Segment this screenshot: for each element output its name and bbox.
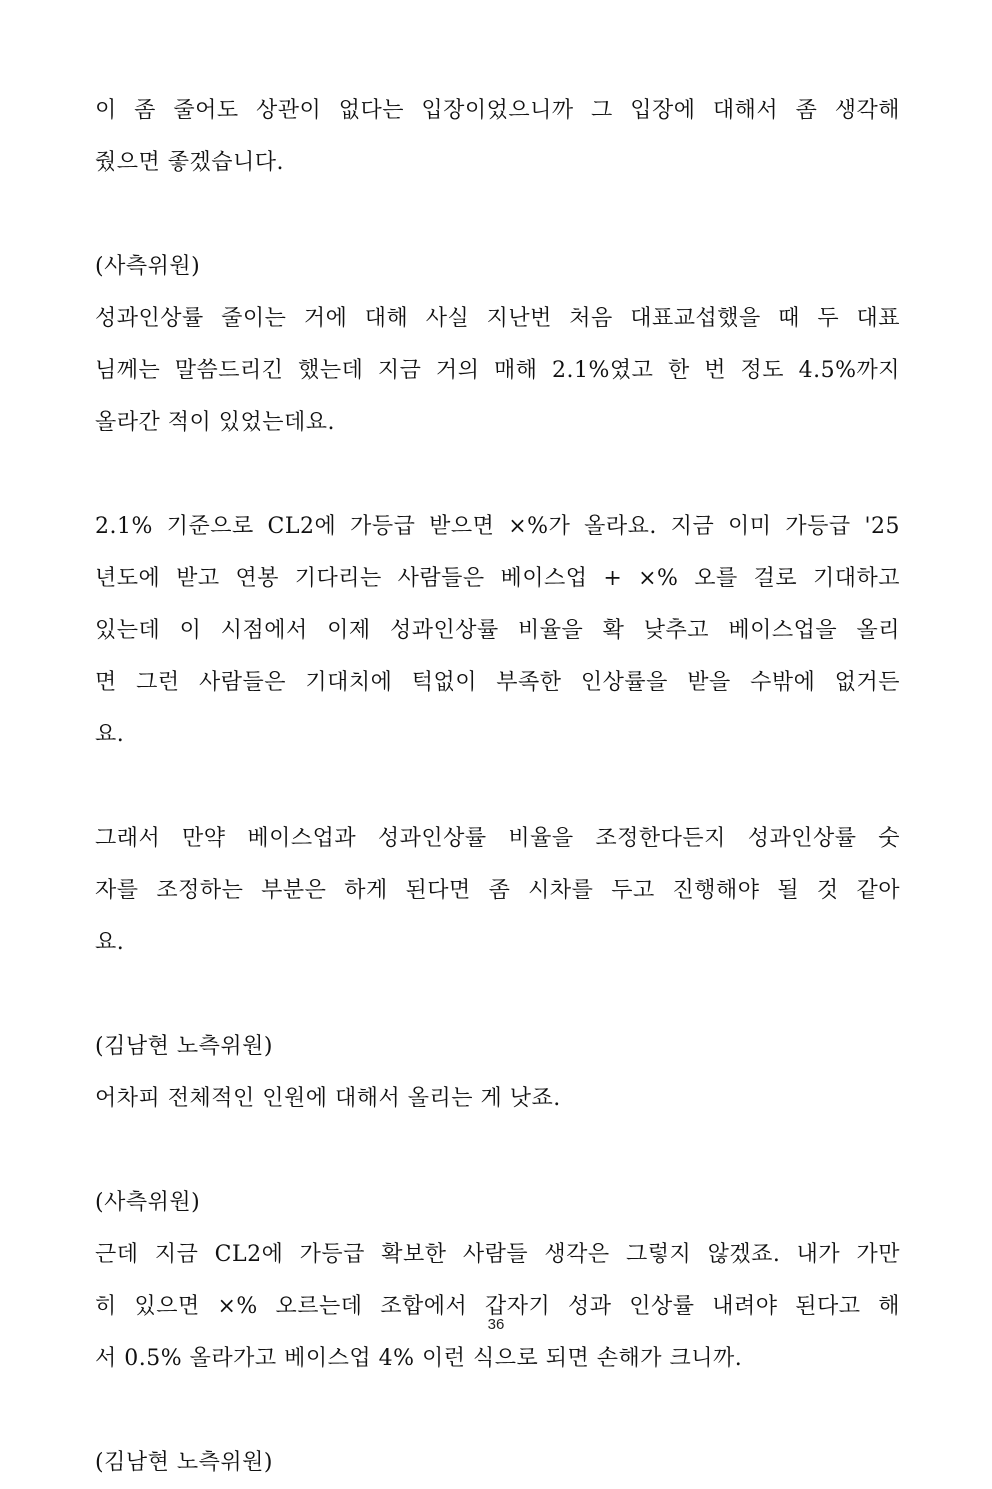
document-body xyxy=(95,85,900,1489)
page-number: 36 xyxy=(487,1316,505,1333)
speaker-label: (김남현 노측위원) xyxy=(95,1034,273,1059)
text-line: 님께는 말씀드리긴 했는데 지금 거의 매해 2.1%였고 한 번 정도 4.5%까지 xyxy=(95,358,900,383)
paragraph-gap xyxy=(95,449,900,501)
speaker-label: (사측위원) xyxy=(95,1190,201,1215)
paragraph-gap xyxy=(95,189,900,241)
text-line: 자를 조정하는 부분은 하게 된다면 좀 시차를 두고 진행해야 될 것 같아 xyxy=(95,878,900,903)
paragraph-gap xyxy=(95,969,900,1021)
text-line: 성과인상률 줄이는 거에 대해 사실 지난번 처음 대표교섭했을 때 두 대표 xyxy=(95,306,900,331)
text-line: 요. xyxy=(95,722,125,747)
speaker-label: (김남현 노측위원) xyxy=(95,1450,273,1475)
text-line: 서 0.5% 올라가고 베이스업 4% 이런 식으로 되면 손해가 크니까. xyxy=(95,1346,743,1371)
text-line: 줬으면 좋겠습니다. xyxy=(95,150,285,175)
paragraph-gap xyxy=(95,1125,900,1177)
text-line: 어차피 전체적인 인원에 대해서 올리는 게 낫죠. xyxy=(95,1086,561,1111)
paragraph-gap xyxy=(95,1385,900,1437)
paragraph-gap xyxy=(95,761,900,813)
text-line: 2.1% 기준으로 CL2에 가등급 받으면 ×%가 올라요. 지금 이미 가등급 '25 xyxy=(95,514,900,539)
text-line: 그래서 만약 베이스업과 성과인상률 비율을 조정한다든지 성과인상률 숫 xyxy=(95,826,900,851)
text-line: 근데 지금 CL2에 가등급 확보한 사람들 생각은 그렇지 않겠죠. 내가 가만 xyxy=(95,1242,900,1267)
speaker-label: (사측위원) xyxy=(95,254,201,279)
text-line: 이 좀 줄어도 상관이 없다는 입장이었으니까 그 입장에 대해서 좀 생각해 xyxy=(95,98,900,123)
text-line: 히 있으면 ×% 오르는데 조합에서 갑자기 성과 인상률 내려야 된다고 해 xyxy=(95,1294,900,1319)
text-line: 있는데 이 시점에서 이제 성과인상률 비율을 확 낮추고 베이스업을 올리 xyxy=(95,618,900,643)
text-line: 년도에 받고 연봉 기다리는 사람들은 베이스업 + ×% 오를 걸로 기대하고 xyxy=(95,566,900,591)
text-line: 요. xyxy=(95,930,125,955)
text-line: 올라간 적이 있었는데요. xyxy=(95,410,336,435)
text-line: 면 그런 사람들은 기대치에 턱없이 부족한 인상률을 받을 수밖에 없거든 xyxy=(95,670,900,695)
